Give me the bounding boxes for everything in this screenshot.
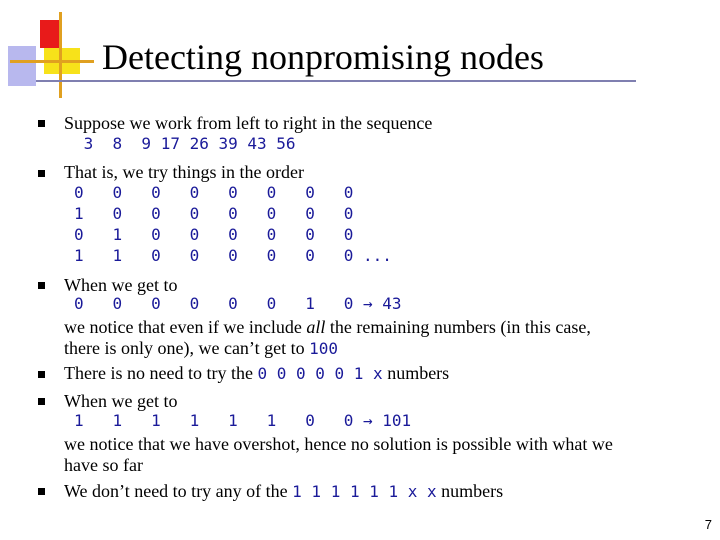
- bullet-3-followup-1: we notice that even if we include all the remaining numbers (in this case,: [64, 317, 591, 337]
- order-row-1: 0 0 0 0 0 0 0 0: [74, 183, 354, 202]
- bullet-5-followup-1: we notice that we have overshot, hence no solution is possible with what we: [64, 434, 613, 454]
- logo-vertical-bar: [59, 12, 62, 98]
- corner-logo: [0, 0, 110, 100]
- title-underline: [36, 80, 636, 82]
- bullet-3-followup-2: there is only one), we can’t get to 100: [64, 338, 338, 358]
- bullet-marker: [38, 282, 45, 289]
- sequence-values: 3 8 9 17 26 39 43 56: [74, 134, 296, 153]
- order-row-2: 1 0 0 0 0 0 0 0: [74, 204, 354, 223]
- bullet-marker: [38, 488, 45, 495]
- order-row-3: 0 1 0 0 0 0 0 0: [74, 225, 354, 244]
- page-number: 7: [704, 517, 712, 532]
- bullet-5-text: When we get to: [64, 391, 178, 411]
- bullet-5-followup-2: have so far: [64, 455, 143, 475]
- bullet-marker: [38, 120, 45, 127]
- bullet-3-text: When we get to: [64, 275, 178, 295]
- logo-red-block: [40, 20, 60, 48]
- logo-horizontal-bar: [10, 60, 94, 63]
- logo-lavender-block: [8, 46, 36, 86]
- bullet-marker: [38, 170, 45, 177]
- bullet-6-text: We don’t need to try any of the 1 1 1 1 1 1 x x numbers: [64, 481, 504, 501]
- bullet-4-text: There is no need to try the 0 0 0 0 0 1 x numbers: [64, 363, 450, 383]
- bullet-marker: [38, 371, 45, 378]
- slide-title: Detecting nonpromising nodes: [102, 37, 544, 77]
- order-row-4: 1 1 0 0 0 0 0 0 ...: [74, 246, 392, 265]
- bullet-1-text: Suppose we work from left to right in the sequence: [64, 113, 433, 133]
- state-row-101: 1 1 1 1 1 1 0 0 → 101: [74, 411, 412, 430]
- state-row-43: 0 0 0 0 0 0 1 0 → 43: [74, 294, 402, 313]
- bullet-2-text: That is, we try things in the order: [64, 162, 304, 182]
- bullet-marker: [38, 398, 45, 405]
